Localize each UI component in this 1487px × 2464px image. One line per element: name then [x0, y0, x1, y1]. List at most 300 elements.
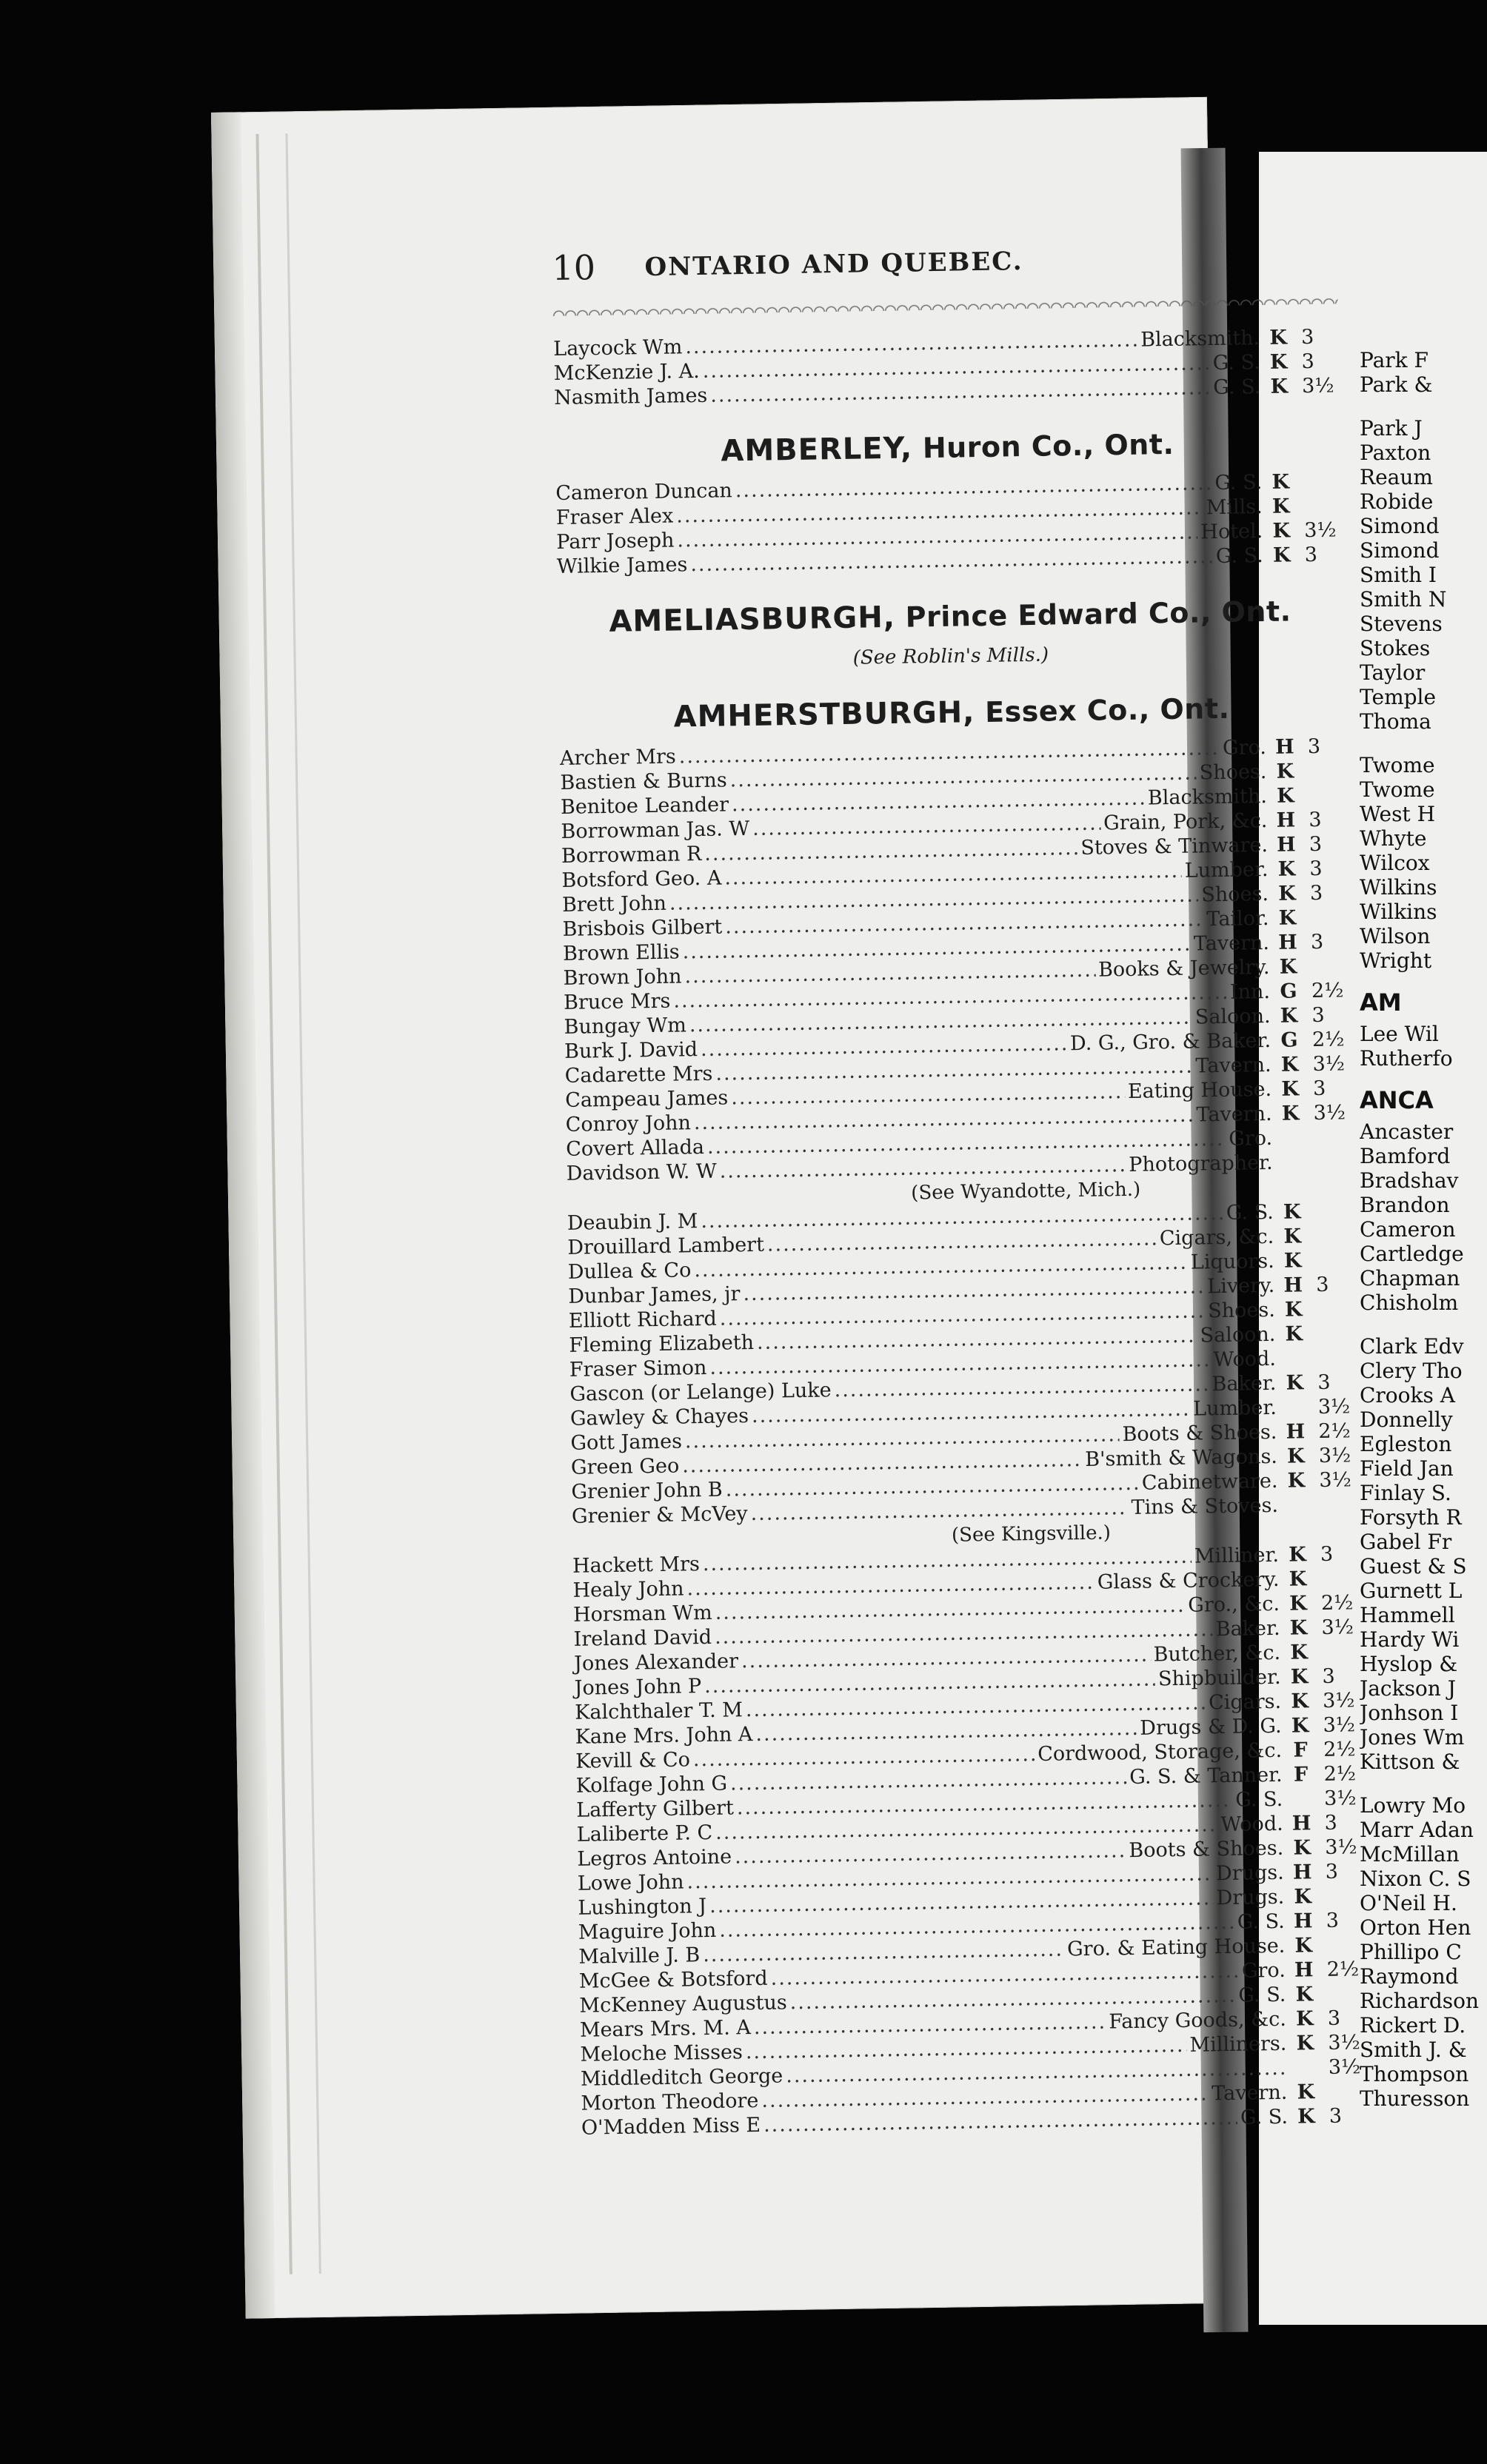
- directory-entries: [553, 324, 1366, 2149]
- entry-credit: 3: [1312, 1077, 1326, 1101]
- entry-business: Shoes.: [1199, 760, 1267, 785]
- entry-name: Borrowman Jas. W: [561, 817, 750, 843]
- entry-business: Boots & Shoes.: [1122, 1420, 1277, 1447]
- entry-business: Tavern.: [1196, 1102, 1272, 1127]
- entry-rating: [1272, 1144, 1309, 1145]
- entry-rating: K: [1297, 2105, 1315, 2129]
- facing-entry: Orton Hen: [1360, 1915, 1471, 1940]
- entry-business: Gro.: [1241, 1958, 1286, 1983]
- town-name: AMHERSTBURGH,: [673, 695, 975, 734]
- entry-business: Baker.: [1215, 1616, 1280, 1641]
- entry-rating: K: [1280, 1053, 1299, 1077]
- entry-business: Drugs.: [1216, 1885, 1285, 1910]
- entry-name: Bruce Mrs: [563, 989, 671, 1014]
- entry-credit: [1311, 1266, 1353, 1267]
- entry-credit: 3: [1310, 930, 1324, 954]
- entry-credit: 3: [1317, 1370, 1331, 1394]
- facing-entry: Ancaster: [1360, 1119, 1454, 1144]
- entry-business: Tavern.: [1193, 931, 1270, 956]
- entry-name: Hackett Mrs: [572, 1553, 701, 1578]
- entry-name: Laliberte P. C: [576, 1821, 713, 1847]
- entry-rating: K: [1277, 882, 1296, 905]
- facing-entry: Twome: [1360, 753, 1435, 777]
- entry-name: Cadarette Mrs: [564, 1062, 713, 1088]
- entry-rating: K: [1270, 375, 1289, 398]
- town-heading: [559, 689, 1345, 736]
- entry-rating: K: [1290, 1641, 1309, 1664]
- entry-business: G. S. & Tanner.: [1129, 1763, 1283, 1790]
- entry-name: Malville J. B: [578, 1944, 701, 1969]
- facing-entry: Phillipo C: [1360, 1940, 1462, 1964]
- entry-rating: H: [1276, 808, 1296, 832]
- entry-name: Healy John: [572, 1577, 684, 1602]
- entry-rating: K: [1288, 1543, 1306, 1567]
- entry-credit: [1312, 1315, 1354, 1316]
- entry-rating: H: [1293, 1909, 1313, 1933]
- entry-business: Gro.: [1222, 735, 1267, 760]
- entry-rating: K: [1283, 1200, 1301, 1224]
- entry-business: G. S.: [1238, 1983, 1286, 2007]
- facing-entry: Lee Wil: [1360, 1022, 1439, 1046]
- entry-business: Lumber.: [1192, 1396, 1277, 1421]
- entry-name: Fleming Elizabeth: [569, 1330, 755, 1357]
- facing-entry: Hammell: [1360, 1603, 1455, 1627]
- entry-credit: [1317, 1584, 1358, 1585]
- entry-rating: [1278, 1511, 1315, 1512]
- entry-business: Eating House.: [1127, 1077, 1272, 1103]
- entry-name: Benitoe Leander: [560, 793, 729, 819]
- entry-rating: K: [1272, 543, 1291, 567]
- facing-entry: Rutherfo: [1360, 1046, 1453, 1071]
- facing-entry: Robide: [1360, 489, 1434, 514]
- entry-name: Ireland David: [573, 1625, 712, 1651]
- entry-rating: K: [1295, 2007, 1314, 2031]
- entry-rating: K: [1276, 784, 1294, 808]
- county-name: Essex Co., Ont.: [984, 692, 1230, 729]
- facing-entry: Clark Edv: [1360, 1334, 1464, 1359]
- facing-entry: Cartledge: [1360, 1242, 1464, 1266]
- entry-name: Dunbar James, jr: [568, 1282, 741, 1308]
- facing-entry: West H: [1360, 802, 1436, 826]
- entry-business: G. S.: [1226, 1200, 1274, 1225]
- entry-rating: K: [1286, 1371, 1304, 1395]
- facing-entry: Wright: [1360, 948, 1432, 973]
- entry-business: Tavern.: [1212, 2080, 1288, 2106]
- entry-name: Gascon (or Lelange) Luke: [569, 1379, 832, 1406]
- entry-credit: 2½: [1323, 1762, 1357, 1786]
- facing-entry: Cameron: [1360, 1217, 1456, 1242]
- entry-credit: 3: [1324, 1811, 1338, 1835]
- entry-name: Campeau James: [564, 1086, 729, 1112]
- entry-name: Brown Ellis: [562, 940, 680, 965]
- entry-rating: K: [1272, 470, 1290, 494]
- entry-rating: K: [1294, 1934, 1313, 1958]
- entry-credit: [1322, 1951, 1363, 1952]
- facing-entry: Egleston: [1360, 1432, 1452, 1456]
- entry-credit: [1306, 923, 1348, 924]
- facing-entry: Smith J. &: [1360, 2038, 1467, 2062]
- entry-name: Mears Mrs. M. A: [579, 2016, 752, 2042]
- entry-name: Botsford Geo. A: [561, 866, 722, 892]
- entry-rating: K: [1285, 1322, 1303, 1346]
- entry-rating: [1277, 1413, 1314, 1414]
- entry-business: Livery.: [1207, 1273, 1275, 1299]
- entry-business: Lumber.: [1184, 857, 1269, 883]
- page-number: 10: [552, 247, 596, 289]
- entry-credit: 3½: [1323, 1787, 1357, 1810]
- entry-rating: F: [1293, 1738, 1308, 1762]
- entry-name: Elliott Richard: [568, 1307, 718, 1333]
- entry-business: Fancy Goods, &c.: [1109, 2007, 1287, 2034]
- entry-name: Maguire John: [578, 1918, 717, 1944]
- entry-credit: 3½: [1328, 2031, 1360, 2055]
- entry-name: Bungay Wm: [564, 1014, 687, 1039]
- entry-credit: [1304, 801, 1346, 802]
- entry-name: Wilkie James: [556, 553, 688, 578]
- entry-business: Tavern.: [1195, 1053, 1272, 1078]
- entry-credit: 3: [1326, 1909, 1340, 1932]
- facing-entry: Chapman: [1360, 1266, 1460, 1290]
- facing-entry: Finlay S.: [1360, 1481, 1451, 1505]
- facing-entry: Taylor: [1360, 660, 1426, 685]
- line-gap: [1360, 397, 1487, 416]
- facing-entry: Park J: [1360, 416, 1423, 441]
- entry-business: Gro., &c.: [1188, 1592, 1280, 1617]
- entry-rating: K: [1269, 326, 1288, 349]
- facing-entry: Lowry Mo: [1360, 1793, 1466, 1818]
- entry-business: Photographer.: [1129, 1151, 1273, 1176]
- entry-business: Milliner.: [1194, 1543, 1280, 1568]
- entry-name: McKenney Augustus: [579, 1991, 787, 2018]
- facing-entry: Bamford: [1360, 1144, 1451, 1168]
- line-gap: [1360, 734, 1487, 753]
- entry-name: O'Madden Miss E: [581, 2113, 761, 2140]
- entry-business: Grain, Pork, &c.: [1103, 808, 1268, 835]
- entry-name: Kevill & Co: [575, 1748, 691, 1773]
- entry-business: Blacksmith.: [1147, 784, 1268, 810]
- entry-credit: [1313, 1364, 1354, 1365]
- entry-business: Drugs & D. G.: [1140, 1714, 1282, 1740]
- entry-rating: K: [1283, 1225, 1302, 1248]
- entry-business: Milliners.: [1189, 2032, 1287, 2057]
- entry-credit: 2½: [1318, 1419, 1351, 1443]
- entry-rating: K: [1276, 760, 1294, 783]
- entry-credit: 2½: [1323, 1738, 1356, 1761]
- entry-credit: 3: [1309, 832, 1323, 857]
- entry-credit: [1321, 1902, 1363, 1903]
- entry-credit: 3½: [1318, 1444, 1351, 1467]
- entry-name: Archer Mrs: [559, 745, 676, 770]
- facing-entry: Thompson: [1360, 2062, 1469, 2086]
- facing-entry: Nixon C. S: [1360, 1867, 1471, 1891]
- entry-name: Drouillard Lambert: [567, 1233, 765, 1259]
- entry-name: Fraser Simon: [569, 1356, 707, 1382]
- directory-page: [318, 232, 1361, 2153]
- entry-rating: K: [1293, 1836, 1311, 1860]
- entry-business: G. S.: [1235, 1787, 1283, 1812]
- facing-entry: Reaum: [1360, 465, 1433, 489]
- entry-rating: H: [1294, 1958, 1314, 1982]
- entry-rating: K: [1281, 1077, 1300, 1101]
- facing-entry: Temple: [1360, 685, 1437, 709]
- entry-business: Shoes.: [1207, 1298, 1276, 1323]
- entry-credit: [1323, 2000, 1364, 2001]
- entry-rating: H: [1274, 735, 1294, 759]
- entry-business: Books & Jewelry.: [1097, 955, 1270, 982]
- entry-credit: 3½: [1303, 518, 1337, 543]
- facing-entry: Jones Wm: [1360, 1725, 1465, 1750]
- entry-business: Tailor.: [1206, 906, 1269, 931]
- facing-entry: Forsyth R: [1360, 1505, 1462, 1530]
- facing-entry: Park &: [1360, 372, 1433, 397]
- entry-credit: 2½: [1326, 1958, 1360, 1981]
- entry-rating: K: [1287, 1469, 1306, 1493]
- facing-entry: Park F: [1360, 348, 1428, 372]
- entry-credit: 3: [1320, 1542, 1334, 1566]
- entry-credit: 3: [1307, 734, 1321, 759]
- entry-credit: 3: [1309, 881, 1323, 905]
- county-name: Huron Co., Ont.: [922, 427, 1174, 465]
- entry-name: Bastien & Burns: [560, 769, 727, 794]
- facing-entry: Thuresson: [1360, 2086, 1470, 2111]
- entry-credit: 3: [1311, 1003, 1325, 1028]
- entry-credit: 2½: [1311, 1028, 1345, 1052]
- entry-business: Cordwood, Storage, &c.: [1037, 1738, 1283, 1766]
- entry-business: Gro.: [1229, 1126, 1273, 1151]
- entry-credit: 3: [1329, 2104, 1343, 2128]
- cross-reference-note: (See Kingsville.): [951, 1521, 1112, 1547]
- entry-credit: 3: [1325, 1860, 1339, 1884]
- line-gap: [1360, 1315, 1487, 1334]
- entry-business: D. G., Gro. & Baker.: [1069, 1028, 1272, 1056]
- entry-rating: K: [1291, 1690, 1309, 1713]
- facing-entry: McMillan: [1360, 1842, 1460, 1867]
- entry-business: G. S.: [1212, 351, 1260, 375]
- town-name: AMELIASBURGH,: [609, 600, 896, 639]
- entry-business: Mills.: [1206, 495, 1263, 520]
- facing-town-heading: ANCA: [1360, 1086, 1434, 1114]
- entry-rating: K: [1297, 2080, 1315, 2104]
- entry-name: Meloche Misses: [580, 2040, 744, 2066]
- entry-credit: [1307, 972, 1349, 973]
- entry-rating: H: [1277, 931, 1297, 954]
- entry-name: Grenier John B: [571, 1478, 723, 1504]
- facing-entry: Paxton: [1360, 441, 1431, 465]
- entry-name: Deaubin J. M: [567, 1210, 698, 1235]
- entry-name: Dullea & Co: [567, 1259, 692, 1284]
- entry-name: Horsman Wm: [572, 1601, 712, 1627]
- entry-business: Cabinetware.: [1141, 1469, 1278, 1495]
- entry-name: Kalchthaler T. M: [574, 1698, 744, 1724]
- entry-credit: [1312, 1339, 1354, 1340]
- entry-name: Lowe John: [577, 1870, 684, 1895]
- entry-credit: 3: [1304, 543, 1318, 567]
- page-edge-line: [285, 133, 321, 2273]
- entry-credit: 3: [1322, 1664, 1335, 1688]
- entry-rating: K: [1281, 1102, 1300, 1125]
- facing-entry: Stevens: [1360, 612, 1443, 636]
- page-edge: [211, 112, 275, 2318]
- entry-credit: 3½: [1324, 1835, 1357, 1859]
- cross-reference-note: (See Wyandotte, Mich.): [911, 1178, 1141, 1205]
- entry-business: Drugs.: [1215, 1861, 1284, 1886]
- facing-town-heading: AM: [1360, 988, 1402, 1017]
- facing-entry: Wilkins: [1360, 900, 1437, 924]
- entry-credit: 3½: [1313, 1101, 1346, 1125]
- entry-rating: K: [1284, 1298, 1303, 1322]
- entry-credit: 3½: [1312, 1052, 1346, 1077]
- facing-entry: Crooks A: [1360, 1383, 1455, 1407]
- entry-rating: K: [1289, 1592, 1307, 1616]
- entry-credit: 3½: [1322, 1689, 1355, 1713]
- facing-entry: Bradshav: [1360, 1168, 1459, 1193]
- entry-rating: K: [1272, 519, 1291, 543]
- entry-rating: K: [1279, 955, 1297, 979]
- entry-name: Brisbois Gilbert: [562, 915, 723, 941]
- facing-entry: Hardy Wi: [1360, 1627, 1460, 1652]
- entry-business: Glass & Crockery.: [1097, 1567, 1280, 1594]
- facing-entry: Jonhson I: [1360, 1701, 1459, 1725]
- facing-entry: Marr Adan: [1360, 1818, 1474, 1842]
- town-heading: [558, 593, 1343, 640]
- entry-business: Gro. & Eating House.: [1066, 1934, 1286, 1961]
- entry-rating: K: [1296, 2032, 1314, 2055]
- entry-name: Gawley & Chayes: [569, 1405, 749, 1430]
- facing-entry: Whyte: [1360, 826, 1427, 851]
- entry-rating: H: [1276, 833, 1296, 857]
- entry-name: Lushington J: [578, 1895, 707, 1920]
- entry-business: G. S.: [1214, 471, 1263, 495]
- entry-credit: [1309, 1143, 1351, 1144]
- facing-entry: O'Neil H.: [1360, 1891, 1457, 1915]
- facing-entry: Raymond: [1360, 1964, 1459, 1989]
- facing-entry: Guest & S: [1360, 1554, 1467, 1578]
- entry-name: Borrowman R: [561, 842, 702, 868]
- town-name: AMBERLEY,: [721, 431, 913, 469]
- entry-name: Brown John: [563, 965, 682, 990]
- entry-business: Butcher, &c.: [1153, 1641, 1281, 1667]
- entry-name: Gott James: [570, 1430, 683, 1455]
- entry-name: Jones Alexander: [573, 1650, 739, 1675]
- facing-entry: Gurnett L: [1360, 1578, 1463, 1603]
- facing-entry: Simond: [1360, 538, 1440, 563]
- entry-name: Parr Joseph: [556, 529, 675, 554]
- entry-business: Cigars.: [1208, 1690, 1282, 1715]
- entry-rating: [1273, 1168, 1310, 1169]
- cross-reference-note: (See Roblin's Mills.): [852, 643, 1049, 669]
- entry-credit: 3: [1309, 857, 1323, 881]
- entry-name: McKenzie J. A.: [553, 359, 700, 386]
- facing-entry: Clery Tho: [1360, 1359, 1463, 1383]
- entry-name: Burk J. David: [564, 1038, 698, 1063]
- entry-rating: [1287, 2074, 1324, 2075]
- entry-business: Cigars, &c.: [1159, 1225, 1274, 1251]
- entry-credit: 3: [1315, 1273, 1329, 1297]
- facing-entry: Kittson &: [1360, 1750, 1460, 1774]
- entry-name: Cameron Duncan: [555, 479, 733, 506]
- entry-credit: 3: [1309, 808, 1322, 832]
- entry-name: Grenier & McVey: [571, 1502, 748, 1528]
- entry-rating: F: [1293, 1763, 1309, 1787]
- entry-credit: 3½: [1319, 1468, 1351, 1492]
- entry-rating: G: [1280, 1028, 1298, 1052]
- entry-business: Stoves & Tinware.: [1080, 833, 1269, 860]
- entry-name: Laycock Wm: [553, 335, 683, 361]
- entry-rating: K: [1291, 1714, 1309, 1738]
- facing-entry: Wilcox: [1360, 851, 1430, 875]
- entry-business: Wood.: [1213, 1347, 1277, 1372]
- entry-rating: H: [1286, 1420, 1306, 1444]
- facing-entry: Donnelly: [1360, 1407, 1453, 1432]
- entry-business: B'smith & Wagons.: [1084, 1444, 1278, 1471]
- facing-entry: Jackson J: [1360, 1676, 1456, 1701]
- entry-business: G. S.: [1215, 544, 1264, 569]
- entry-business: G. S.: [1237, 1909, 1285, 1934]
- entry-credit: 3½: [1301, 374, 1334, 398]
- entry-business: Shoes.: [1201, 882, 1269, 907]
- entry-rating: H: [1292, 1861, 1312, 1884]
- entry-rating: K: [1295, 1983, 1314, 2006]
- entry-rating: [1283, 1805, 1320, 1806]
- entry-credit: 3½: [1328, 2055, 1361, 2079]
- entry-credit: 3: [1300, 325, 1314, 349]
- entry-name: Fraser Alex: [555, 504, 674, 530]
- facing-entry: Wilson: [1360, 924, 1431, 948]
- facing-entry: Smith I: [1360, 563, 1437, 587]
- facing-page-text: [1360, 348, 1487, 2111]
- entry-name: Middleditch George: [580, 2064, 783, 2091]
- entry-credit: [1311, 1217, 1352, 1218]
- county-name: Prince Edward Co., Ont.: [905, 595, 1291, 634]
- entry-rating: H: [1283, 1273, 1303, 1297]
- entry-name: Conroy John: [565, 1111, 692, 1136]
- facing-entry: Thoma: [1360, 709, 1431, 734]
- entry-business: Baker.: [1212, 1371, 1277, 1396]
- facing-entry: Stokes: [1360, 636, 1431, 660]
- town-heading: [555, 424, 1340, 471]
- entry-rating: H: [1291, 1812, 1311, 1835]
- entry-name: Nasmith James: [554, 384, 708, 410]
- facing-entry: Brandon: [1360, 1193, 1450, 1217]
- facing-entry: Twome: [1360, 777, 1435, 802]
- entry-name: Morton Theodore: [581, 2089, 759, 2115]
- entry-name: Jones John P: [574, 1675, 702, 1700]
- entry-rating: K: [1294, 1885, 1312, 1909]
- entry-business: Blacksmith.: [1140, 327, 1260, 352]
- facing-entry: Field Jan: [1360, 1456, 1454, 1481]
- entry-rating: K: [1289, 1567, 1307, 1591]
- facing-entry: Gabel Fr: [1360, 1530, 1452, 1554]
- entry-name: McGee & Botsford: [578, 1966, 768, 1993]
- entry-business: Saloon.: [1200, 1322, 1276, 1348]
- entry-name: Covert Allada: [565, 1135, 705, 1161]
- entry-name: Lafferty Gilbert: [576, 1796, 735, 1822]
- entry-rating: K: [1283, 1249, 1302, 1273]
- entry-rating: K: [1286, 1444, 1305, 1468]
- entry-rating: K: [1289, 1616, 1308, 1640]
- entry-credit: [1299, 487, 1340, 488]
- entry-name: Legros Antoine: [577, 1845, 732, 1871]
- entry-business: Inn.: [1229, 980, 1271, 1004]
- entry-name: Kane Mrs. John A: [575, 1723, 753, 1749]
- entry-business: Hotel.: [1200, 520, 1263, 544]
- entry-name: Kolfage John G: [575, 1772, 728, 1798]
- entry-business: G. S.: [1240, 2105, 1289, 2129]
- entry-rating: K: [1277, 857, 1296, 881]
- entry-name: Green Geo: [570, 1454, 680, 1479]
- entry-business: G. S.: [1213, 375, 1261, 400]
- entry-name: Davidson W. W: [566, 1159, 717, 1185]
